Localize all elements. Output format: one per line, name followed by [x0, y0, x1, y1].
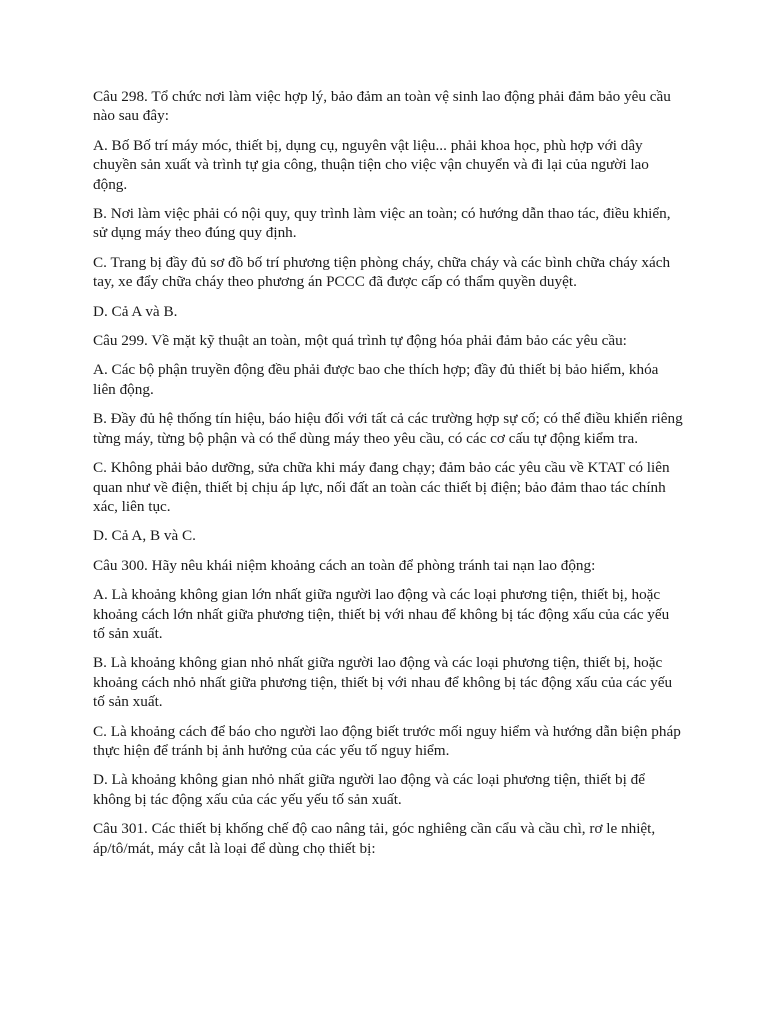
answer-300-d: D. Là khoảng không gian nhỏ nhất giữa người lao động và các loại phương tiện, thiết bị để không bị tác động xấu của các yếu yếu tố sản xuất.	[93, 771, 645, 808]
answer-300-c: C. Là khoảng cách để báo cho người lao động biết trước mối nguy hiểm và hướng dẫn biện pháp thực hiện để tránh bị ảnh hưởng của các yếu tố nguy hiểm.	[93, 722, 681, 759]
answer-298-a: A. Bố Bố trí máy móc, thiết bị, dụng cụ, nguyên vật liệu... phải khoa học, phù hợp với dây chuyền sản xuất và trình tự gia công, thuận tiện cho việc vận chuyển và đi lại của người lao động.	[93, 136, 649, 193]
answer-298-d: D. Cả A và B.	[93, 302, 178, 320]
question-300: Câu 300. Hãy nêu khái niệm khoảng cách an toàn để phòng tránh tai nạn lao động:	[93, 556, 596, 574]
document-body	[93, 87, 683, 868]
answer-299-b: B. Đầy đủ hệ thống tín hiệu, báo hiệu đối với tất cả các trường hợp sự cố; có thể điều khiển riêng từng máy, từng bộ phận và có thể dùng máy theo yêu cầu, có các cơ cấu tự động kiểm tra.	[93, 410, 683, 447]
answer-299-a: A. Các bộ phận truyền động đều phải được bao che thích hợp; đầy đủ thiết bị bảo hiểm, khóa liên động.	[93, 361, 659, 398]
answer-298-b: B. Nơi làm việc phải có nội quy, quy trình làm việc an toàn; có hướng dẫn thao tác, điều khiển, sử dụng máy theo đúng quy định.	[93, 205, 671, 242]
question-301: Câu 301. Các thiết bị khống chế độ cao nâng tải, góc nghiêng cần cẩu và cầu chì, rơ le nhiệt, áp/tô/mát, máy cắt là loại để dùng chọ thiết bị:	[93, 820, 656, 857]
answer-300-b: B. Là khoảng không gian nhỏ nhất giữa người lao động và các loại phương tiện, thiết bị, hoặc khoảng cách nhỏ nhất giữa phương tiện, thiết bị với nhau để không bị tác động xấu của các yếu tố sản xuất.	[93, 654, 673, 711]
answer-299-c: C. Không phải bảo dưỡng, sửa chữa khi máy đang chạy; đảm bảo các yêu cầu về KTAT có liên quan như về điện, thiết bị chịu áp lực, nối đất an toàn các thiết bị điện; bảo đảm thao tác chính xác, liên tục.	[93, 459, 670, 515]
answer-300-a: A. Là khoảng không gian lớn nhất giữa người lao động và các loại phương tiện, thiết bị, hoặc khoảng cách lớn nhất giữa phương tiện, thiết bị với nhau để không bị tác động xấu của các yếu tố sản xuất.	[93, 586, 670, 642]
question-298: Câu 298. Tổ chức nơi làm việc hợp lý, bảo đảm an toàn vệ sinh lao động phải đảm bảo yêu cầu nào sau đây:	[93, 88, 671, 125]
answer-299-d: D. Cả A, B và C.	[93, 527, 196, 545]
question-299: Câu 299. Về mặt kỹ thuật an toàn, một quá trình tự động hóa phải đảm bảo các yêu cầu:	[93, 332, 627, 350]
answer-298-c: C. Trang bị đầy đủ sơ đồ bố trí phương tiện phòng cháy, chữa cháy và các bình chữa cháy xách tay, xe đẩy chữa cháy theo phương án PCCC đã được cấp có thẩm quyền duyệt.	[93, 253, 671, 291]
